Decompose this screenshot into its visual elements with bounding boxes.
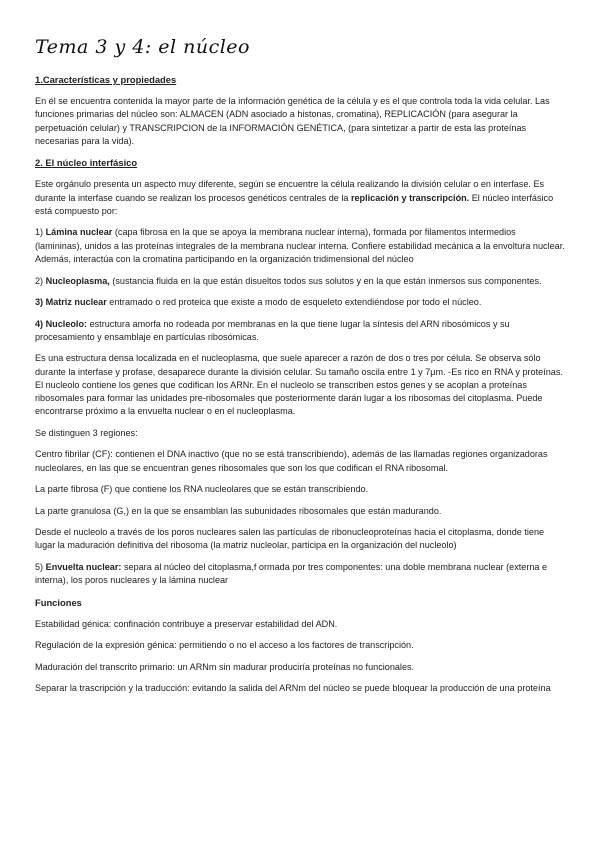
paragraph-region-cf: Centro fibrilar (CF): contienen el DNA inactivo (que no se está transcribiendo), además de las llamadas regiones organizadoras nucleolares, en las que se encuentran genes ribosomales que son los que codifican el RNA ribosomal.: [35, 449, 548, 473]
document-page: [35, 34, 565, 704]
item4-label: 4) Nucleolo:: [35, 318, 88, 329]
item2-label: Nucleoplasma,: [45, 275, 110, 286]
intro-text-a: Este orgánulo presenta un aspecto muy diferente, según se encuentre la célula realizando la división celular o en interfase. Es durante la interfase cuando se realizan los procesos genéticos centrales de la: [35, 179, 545, 203]
paragraph-funcion-maduracion: Maduración del transcrito primario: un ARNm sin madurar produciría proteínas no funcionales.: [35, 661, 415, 672]
paragraph-nucleoplasma: [35, 275, 565, 288]
paragraph-caracteristicas: En él se encuentra contenida la mayor parte de la información genética de la célula y es el que controla toda la vida celular. Las funciones primarias del núcleo son: ALMACEN (ADN asociado a histonas, cromatina), REPLICACIÓN (para asegurar la perpetuación celular) y TRANSCRIPCION de la INFORMACIÓN GENÉTICA, (para sintetizar a partir de esta las proteínas necesarias para la vida).: [35, 96, 550, 146]
item2-number: 2): [35, 275, 46, 286]
paragraph-funcion-separar: Separar la trascripción y la traducción: evitando la salida del ARNm del núcleo se puede bloquear la producción de una proteína: [35, 683, 551, 694]
item5-number: 5): [35, 561, 46, 572]
section-heading-nucleo-interfasico: 2. El núcleo interfásico: [35, 157, 138, 169]
paragraph-funcion-regulacion: Regulación de la expresión génica: permitiendo o no el acceso a los factores de transcripción.: [35, 640, 414, 651]
item1-number: 1): [35, 227, 46, 238]
section-heading-funciones: Funciones: [35, 596, 82, 608]
paragraph-lamina-nuclear: [35, 226, 565, 266]
item3-text: entramado o red proteica que existe a modo de esqueleto extendiéndose por todo el núcleo.: [106, 297, 482, 308]
paragraph-nucleolo-description: Es una estructura densa localizada en el nucleoplasma, que suele aparecer a razón de dos o tres por célula. Se observa sólo durante la interfase y profase, desaparece durante la división celular. Su tamaño oscila entre 1 y 7μm. -Es rico en RNA y proteínas. El nucleolo contiene los genes que codifican los ARNr. En el nucleolo se transcriben estos genes y se acoplan a proteínas ribosomales para formar las unidades pre-ribosomales que posteriormente darán lugar a los ribosomas del citoplasma. Puede encontrarse próximo a la envuelta nuclear o en el nucleoplasma.: [35, 353, 563, 417]
page-title: Tema 3 y 4: el núcleo: [35, 36, 250, 58]
paragraph-nucleolo: [35, 318, 565, 345]
item1-text: (capa fibrosa en la que se apoya la membrana nuclear interna), formada por filamentos intermedios (lamininas), unidos a las proteínas integrales de la membrana nuclear interna. Confiere estabilidad mecánica a la envoltura nuclear. Además, interactúa con la cromatina participando en la organización tridimensional del núcleo: [35, 227, 565, 265]
paragraph-region-granulosa: La parte granulosa (G,) en la que se ensamblan las subunidades ribosomales que están madurando.: [35, 505, 442, 516]
intro-bold-replicacion: replicación y transcripción.: [350, 192, 470, 203]
paragraph-region-fibrosa: La parte fibrosa (F) que contiene los RNA nucleolares que se están transcribiendo.: [35, 484, 369, 495]
item2-text: (sustancia fluida en la que están disueltos todos sus solutos y en la que están inmersos sus componentes.: [109, 275, 542, 286]
intro-text-c: El núcleo interfásico está compuesto por:: [35, 192, 554, 216]
item1-label: Lámina nuclear: [45, 227, 113, 238]
paragraph-intro-interfasico: [35, 178, 565, 218]
paragraph-poros-nucleares: Desde el nucleolo a través de los poros nucleares salen las partículas de ribonucleoproteínas hacia el citoplasma, donde tiene lugar la maduración definitiva del ribosoma (la matriz nucleolar, participa en la organización del nucleolo): [35, 527, 545, 551]
item3-label: 3) Matriz nuclear: [35, 297, 107, 308]
paragraph-regions-intro: Se distinguen 3 regiones:: [35, 427, 138, 438]
section-heading-caracteristicas: 1.Características y propiedades: [35, 74, 177, 85]
paragraph-envuelta-nuclear: [35, 561, 565, 588]
item5-label: Envuelta nuclear:: [45, 561, 122, 572]
paragraph-funcion-estabilidad: Estabilidad génica: confinación contribuye a preservar estabilidad del ADN.: [35, 618, 338, 629]
item5-text: separa al núcleo del citoplasma,f ormada por tres componentes: una doble membrana nuclear (externa e interna), los poros nucleares y la lámina nuclear: [35, 561, 548, 586]
paragraph-matriz-nuclear: [35, 296, 565, 309]
item4-text: estructura amorfa no rodeada por membranas en la que tiene lugar la síntesis del ARN ribosómicos y su procesamiento y ensamblaje en partículas ribosómicas.: [35, 318, 510, 342]
